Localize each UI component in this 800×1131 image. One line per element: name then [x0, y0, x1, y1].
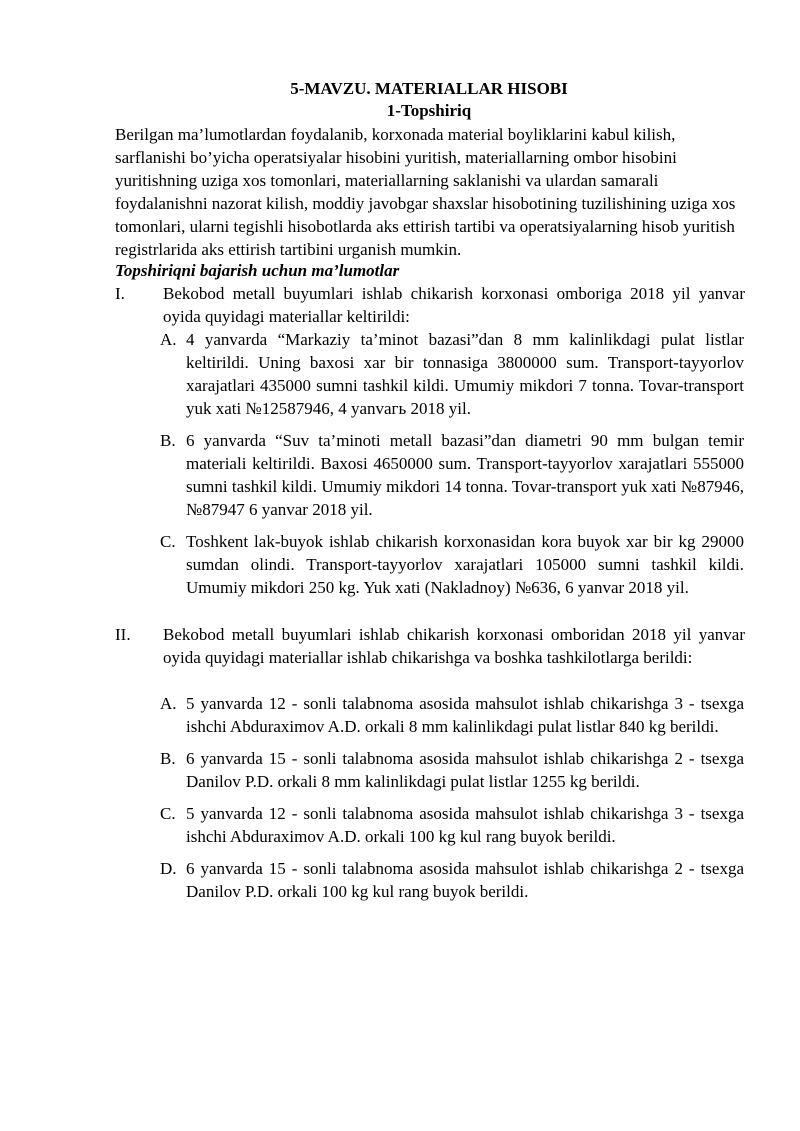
- section-text: Bekobod metall buyumlari ishlab chikarish korxonasi omboriga 2018 yil yanvar oyida quyidagi materiallar keltirildi:: [163, 284, 745, 326]
- intro-paragraph: Berilgan ma’lumotlardan foydalanib, korxonada material boyliklarini kabul kilish, sarflanishi bo’yicha operatsiyalar hisobini yuritish, materiallarning ombor hisobini yuritishning uziga xos tomonlari, materiallarning saklanishi va ulardan samarali foydalanishni nazorat kilish, moddiy javobgar shaxslar hisobotining tuzilishining uziga xos tomonlari, ularni tegishli hisobotlarda aks ettirish tartibi va operatsiyalarning hisob yuritish registrlarida aks ettirish tartibini urganish mumkin.: [115, 125, 736, 259]
- item-text: 5 yanvarda 12 - sonli talabnoma asosida mahsulot ishlab chikarishga 3 - tsexga ishchi Abduraximov A.D. orkali 8 mm kalinlikdagi pulat listlar 840 kg berildi.: [186, 694, 744, 736]
- item-text: 6 yanvarda “Suv ta’minoti metall bazasi”dan diametri 90 mm bulgan temir materiali keltirildi. Baxosi 4650000 sum. Transport-tayyorlov xarajatlari 555000 sumni tashkil kildi. Umumiy mikdori 14 tonna. Tovar-transport yuk xati №87946, №87947 6 yanvar 2018 yil.: [186, 431, 744, 519]
- section-numeral: II.: [115, 625, 131, 644]
- item-text: Toshkent lak-buyok ishlab chikarish korxonasidan kora buyok xar bir kg 29000 sumdan olindi. Transport-tayyorlov xarajatlari 105000 sumni tashkil kildi. Umumiy mikdori 250 kg. Yuk xati (Nakladnoy) №636, 6 yanvar 2018 yil.: [186, 532, 744, 597]
- item-letter: B.: [160, 431, 176, 450]
- page-subtitle: 1-Topshiriq: [386, 101, 472, 120]
- section-2: [115, 623, 745, 669]
- item-text: 5 yanvarda 12 - sonli talabnoma asosida mahsulot ishlab chikarishga 3 - tsexga ishchi Abduraximov A.D. orkali 100 kg kul rang buyok berildi.: [186, 804, 744, 846]
- section-1: [115, 282, 745, 328]
- section-2-items: [160, 692, 744, 912]
- page-title: 5-MAVZU. MATERIALLAR HISOBI: [290, 79, 568, 98]
- item-text: 6 yanvarda 15 - sonli talabnoma asosida mahsulot ishlab chikarishga 2 - tsexga Danilov P.D. orkali 8 mm kalinlikdagi pulat listlar 1255 kg berildi.: [186, 749, 744, 791]
- section-text: Bekobod metall buyumlari ishlab chikarish korxonasi omboridan 2018 yil yanvar oyida quyidagi materiallar ishlab chikarishga va boshka tashkilotlarga berildi:: [163, 625, 745, 667]
- item-letter: C.: [160, 804, 176, 823]
- item-letter: A.: [160, 330, 177, 349]
- list-item: [160, 802, 744, 848]
- section-numeral: I.: [115, 284, 125, 303]
- list-item: [160, 692, 744, 738]
- section-1-items: [160, 328, 744, 608]
- item-letter: C.: [160, 532, 176, 551]
- item-text: 4 yanvarda “Markaziy ta’minot bazasi”dan 8 mm kalinlikdagi pulat listlar keltirildi. Uning baxosi xar bir tonnasiga 3800000 sum. Transport-tayyorlov xarajatlari 435000 sumni tashkil kildi. Umumiy mikdori 7 tonna. Tovar-transport yuk xati №12587946, 4 yanvaгь 2018 yil.: [186, 330, 744, 418]
- item-letter: A.: [160, 694, 177, 713]
- list-item: [160, 747, 744, 793]
- section-subheading: Topshiriqni bajarish uchun ma’lumotlar: [115, 261, 400, 280]
- list-item: [160, 328, 744, 420]
- item-letter: D.: [160, 859, 177, 878]
- item-letter: B.: [160, 749, 176, 768]
- item-text: 6 yanvarda 15 - sonli talabnoma asosida mahsulot ishlab chikarishga 2 - tsexga Danilov P.D. orkali 100 kg kul rang buyok berildi.: [186, 859, 744, 901]
- list-item: [160, 530, 744, 599]
- list-item: [160, 429, 744, 521]
- list-item: [160, 857, 744, 903]
